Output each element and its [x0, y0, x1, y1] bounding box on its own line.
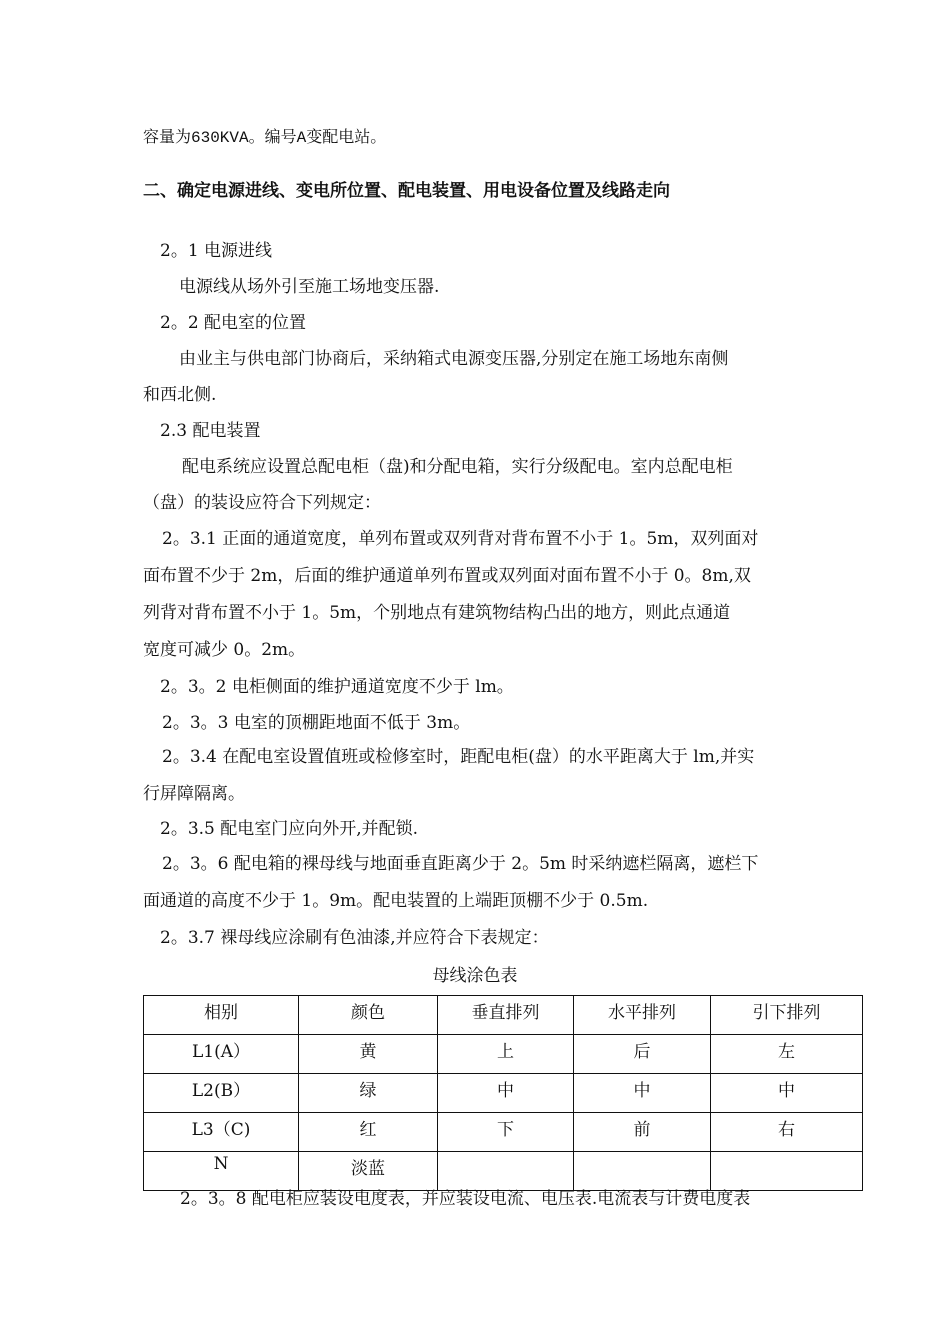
table-header-cell: 引下排列 — [711, 996, 863, 1035]
table-cell: 后 — [574, 1035, 711, 1074]
paragraph-line: 面布置不少于 2m，后面的维护通道单列布置或双列面对面布置不小于 0。8m,双 — [143, 566, 751, 586]
paragraph-line: 2。3.5 配电室门应向外开,并配锁. — [160, 819, 419, 839]
table-row — [144, 1035, 863, 1074]
paragraph-line: 列背对背布置不小于 1。5m，个别地点有建筑物结构凸出的地方，则此点通道 — [143, 603, 731, 623]
subsection-heading: 2。1 电源进线 — [160, 241, 273, 261]
table-cell: 右 — [711, 1113, 863, 1152]
table-cell — [574, 1152, 711, 1191]
table-cell: 红 — [299, 1113, 438, 1152]
paragraph-line: 2。3.4 在配电室设置值班或检修室时，距配电柜(盘）的水平距离大于 lm,并实 — [162, 747, 755, 767]
table-cell: N — [144, 1152, 299, 1191]
table-caption: 母线涂色表 — [432, 966, 518, 986]
subsection-heading: 2.3 配电装置 — [160, 421, 261, 441]
paragraph-line: 行屏障隔离。 — [143, 784, 245, 804]
table-cell: 绿 — [299, 1074, 438, 1113]
table-header-row — [144, 996, 863, 1035]
paragraph-line: 面通道的高度不少于 1。9m。配电装置的上端距顶棚不少于 0.5m. — [143, 891, 649, 911]
paragraph-line: （盘）的装设应符合下列规定： — [143, 493, 381, 513]
paragraph-line: 配电系统应设置总配电柜（盘)和分配电箱，实行分级配电。室内总配电柜 — [182, 457, 733, 477]
subsection-heading: 2。2 配电室的位置 — [160, 313, 307, 333]
table-header-cell: 相别 — [144, 996, 299, 1035]
table-cell: 中 — [711, 1074, 863, 1113]
table-cell: 淡蓝 — [299, 1152, 438, 1191]
table-cell: L1(A） — [144, 1035, 299, 1074]
table-header-cell: 颜色 — [299, 996, 438, 1035]
paragraph-line: 宽度可减少 0。2m。 — [143, 640, 306, 660]
table-cell — [711, 1152, 863, 1191]
paragraph-line: 电源线从场外引至施工场地变压器. — [179, 277, 440, 297]
table-row — [144, 1152, 863, 1191]
table-cell: 上 — [438, 1035, 574, 1074]
busbar-color-table — [143, 995, 863, 1191]
table-row — [144, 1113, 863, 1152]
section-heading: 二、确定电源进线、变电所位置、配电装置、用电设备位置及线路走向 — [143, 181, 670, 201]
table-row — [144, 1074, 863, 1113]
paragraph-line: 2。3。6 配电箱的裸母线与地面垂直距离少于 2。5m 时采纳遮栏隔离，遮栏下 — [162, 854, 759, 874]
paragraph-line: 容量为630KVA。编号A变配电站。 — [143, 129, 387, 147]
paragraph-line: 2。3。2 电柜侧面的维护通道宽度不少于 lm。 — [160, 677, 514, 697]
table-cell: 黄 — [299, 1035, 438, 1074]
table-cell: L3（C) — [144, 1113, 299, 1152]
table-header-cell: 水平排列 — [574, 996, 711, 1035]
paragraph-line: 2。3.7 裸母线应涂刷有色油漆,并应符合下表规定： — [160, 928, 549, 948]
paragraph-line: 和西北侧. — [143, 385, 217, 405]
paragraph-line: 2。3.1 正面的通道宽度，单列布置或双列背对背布置不小于 1。5m，双列面对 — [162, 529, 759, 549]
paragraph-line: 由业主与供电部门协商后，采纳箱式电源变压器,分别定在施工场地东南侧 — [179, 349, 729, 369]
table-cell: 左 — [711, 1035, 863, 1074]
paragraph-line: 2。3。3 电室的顶棚距地面不低于 3m。 — [162, 713, 471, 733]
table-cell — [438, 1152, 574, 1191]
table-cell: L2(B） — [144, 1074, 299, 1113]
table-cell: 前 — [574, 1113, 711, 1152]
paragraph-line: 2。3。8 配电柜应装设电度表，并应装设电流、电压表.电流表与计费电度表 — [180, 1189, 751, 1209]
table-header-cell: 垂直排列 — [438, 996, 574, 1035]
table-cell: 中 — [438, 1074, 574, 1113]
table-cell: 中 — [574, 1074, 711, 1113]
table-cell: 下 — [438, 1113, 574, 1152]
